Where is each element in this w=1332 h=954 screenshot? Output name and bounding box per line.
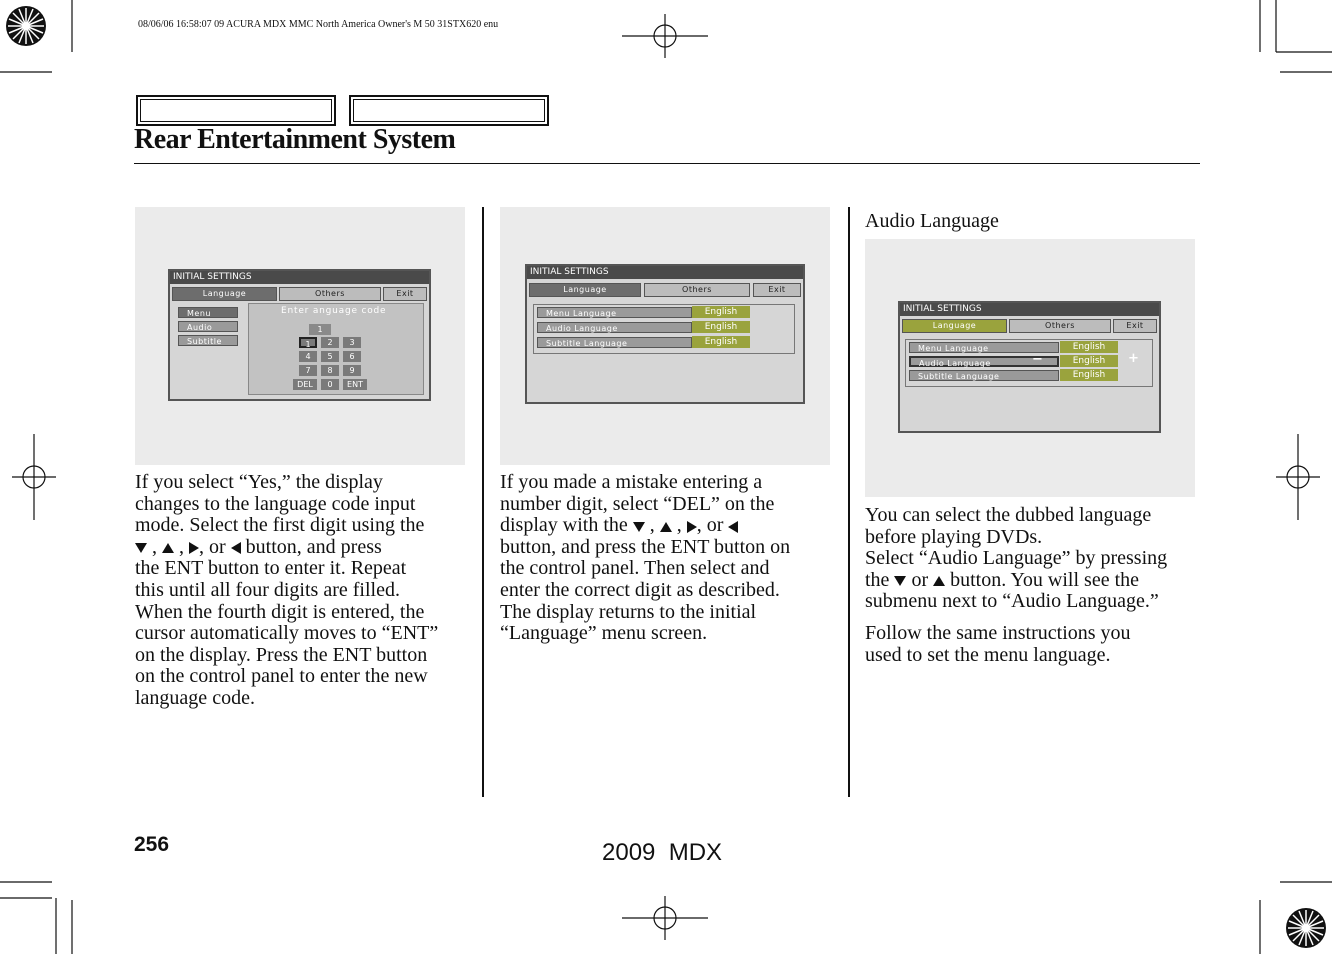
- screen-title: INITIAL SETTINGS: [900, 303, 1159, 316]
- tab-language: Language: [172, 287, 277, 301]
- menu-item-audio: Audio: [178, 321, 238, 332]
- header-tab-box-2: [349, 95, 549, 126]
- key-2: 2: [321, 337, 339, 348]
- row-subtitle-language: Subtitle Language: [909, 370, 1059, 381]
- col1-line: When the fourth digit is entered, the: [135, 600, 425, 623]
- value-menu-language: English: [1060, 341, 1118, 353]
- col1-text: [135, 472, 438, 710]
- section-heading-audio-language: Audio Language: [865, 210, 999, 232]
- key-9: 9: [343, 365, 361, 376]
- language-rows-panel: [905, 339, 1153, 387]
- col1-line: the ENT button to enter it. Repeat: [135, 557, 407, 580]
- row-audio-language: Audio Language: [537, 322, 692, 333]
- screenshot-audio-language: [865, 239, 1195, 497]
- header-tab-box-1: [136, 95, 336, 126]
- screen-initial-settings: [168, 269, 431, 401]
- left-arrow-icon: [231, 542, 241, 554]
- col2-line: The display returns to the initial: [500, 600, 757, 623]
- col1-line-arrows: , , , or button, and press: [135, 537, 438, 559]
- language-rows-panel: [533, 304, 795, 354]
- col3-line: used to set the menu language.: [865, 643, 1111, 666]
- col3-line-arrows: the or button. You will see the: [865, 568, 1140, 591]
- menu-item-menu: Menu: [178, 307, 238, 318]
- col2-text: [500, 472, 790, 645]
- down-arrow-icon: [135, 543, 147, 553]
- col2-line: button, and press the ENT button on: [500, 535, 791, 558]
- value-audio-language: English: [692, 321, 750, 333]
- down-arrow-icon: [894, 576, 906, 586]
- col1-line: this until all four digits are filled.: [135, 578, 400, 601]
- key-ent: ENT: [343, 379, 367, 390]
- minus-sign: −: [1032, 352, 1043, 367]
- key-5: 5: [321, 351, 339, 362]
- tab-exit: Exit: [383, 287, 427, 301]
- col2-line: “Language” menu screen.: [500, 622, 708, 645]
- col2-line: enter the correct digit as described.: [500, 578, 780, 601]
- col3-line: Follow the same instructions you: [865, 621, 1131, 644]
- tab-others: Others: [1009, 319, 1111, 333]
- up-arrow-icon: [933, 576, 945, 586]
- right-arrow-icon: [189, 542, 199, 554]
- print-metadata: 08/06/06 16:58:07 09 ACURA MDX MMC North America Owner's M 50 31STX620 enu: [138, 19, 499, 30]
- title-rule: [134, 163, 1200, 164]
- col2-line: number digit, select “DEL” on the: [500, 492, 775, 515]
- left-arrow-icon: [728, 521, 738, 533]
- screen-initial-settings: [898, 301, 1161, 433]
- col2-line: If you made a mistake entering a: [500, 471, 763, 493]
- key-0: 0: [321, 379, 339, 390]
- row-audio-language: Audio Language: [909, 356, 1059, 367]
- up-arrow-icon: [660, 522, 672, 532]
- screenshot-language-code: [135, 207, 465, 465]
- row-menu-language: Menu Language: [537, 307, 692, 318]
- key-7: 7: [299, 365, 317, 376]
- col3-line: before playing DVDs.: [865, 525, 1043, 548]
- code-entered-digit: 1: [309, 324, 331, 335]
- tab-others: Others: [644, 283, 750, 297]
- column-divider-2: [848, 207, 850, 797]
- key-1: 1: [299, 337, 317, 348]
- screen-initial-settings: [525, 264, 805, 404]
- value-subtitle-language: English: [1060, 369, 1118, 381]
- screenshot-language-menu: [500, 207, 830, 465]
- row-subtitle-language: Subtitle Language: [537, 337, 692, 348]
- code-panel: [248, 303, 424, 395]
- tab-others: Others: [279, 287, 381, 301]
- col1-line: on the display. Press the ENT button: [135, 643, 428, 666]
- tab-exit: Exit: [753, 283, 801, 297]
- tab-exit: Exit: [1113, 319, 1157, 333]
- col1-line: language code.: [135, 686, 255, 709]
- code-prompt: Enter anguage code: [281, 306, 387, 316]
- col1-line: cursor automatically moves to “ENT”: [135, 622, 439, 645]
- col2-line: the control panel. Then select and: [500, 557, 770, 580]
- key-del: DEL: [293, 379, 317, 390]
- menu-item-subtitle: Subtitle: [178, 335, 238, 346]
- col1-line: changes to the language code input: [135, 492, 416, 515]
- page-title: Rear Entertainment System: [134, 124, 456, 155]
- col1-line: on the control panel to enter the new: [135, 665, 428, 688]
- key-4: 4: [299, 351, 317, 362]
- starburst-mark-br: [1286, 908, 1326, 948]
- col1-line: If you select “Yes,” the display: [135, 471, 383, 493]
- tab-language: Language: [529, 283, 641, 297]
- down-arrow-icon: [633, 522, 645, 532]
- col2-line-arrows: display with the , , , or: [500, 515, 790, 537]
- column-divider-1: [482, 207, 484, 797]
- starburst-mark-tl: [6, 6, 46, 46]
- key-3: 3: [343, 337, 361, 348]
- value-menu-language: English: [692, 306, 750, 318]
- model-label: 2009 MDX: [602, 839, 723, 866]
- key-8: 8: [321, 365, 339, 376]
- plus-sign: +: [1128, 351, 1139, 366]
- screen-title: INITIAL SETTINGS: [170, 271, 429, 284]
- screen-title: INITIAL SETTINGS: [527, 266, 803, 279]
- key-6: 6: [343, 351, 361, 362]
- col3-line: You can select the dubbed language: [865, 504, 1152, 526]
- col1-line: mode. Select the first digit using the: [135, 514, 425, 537]
- row-menu-language: Menu Language: [909, 342, 1059, 353]
- up-arrow-icon: [162, 543, 174, 553]
- right-arrow-icon: [687, 521, 697, 533]
- col3-text: [865, 505, 1167, 666]
- value-audio-language: English: [1060, 355, 1118, 367]
- value-subtitle-language: English: [692, 336, 750, 348]
- col3-line: Select “Audio Language” by pressing: [865, 547, 1168, 570]
- col3-line: submenu next to “Audio Language.”: [865, 590, 1159, 613]
- page-number: 256: [134, 833, 170, 856]
- tab-language: Language: [902, 319, 1007, 333]
